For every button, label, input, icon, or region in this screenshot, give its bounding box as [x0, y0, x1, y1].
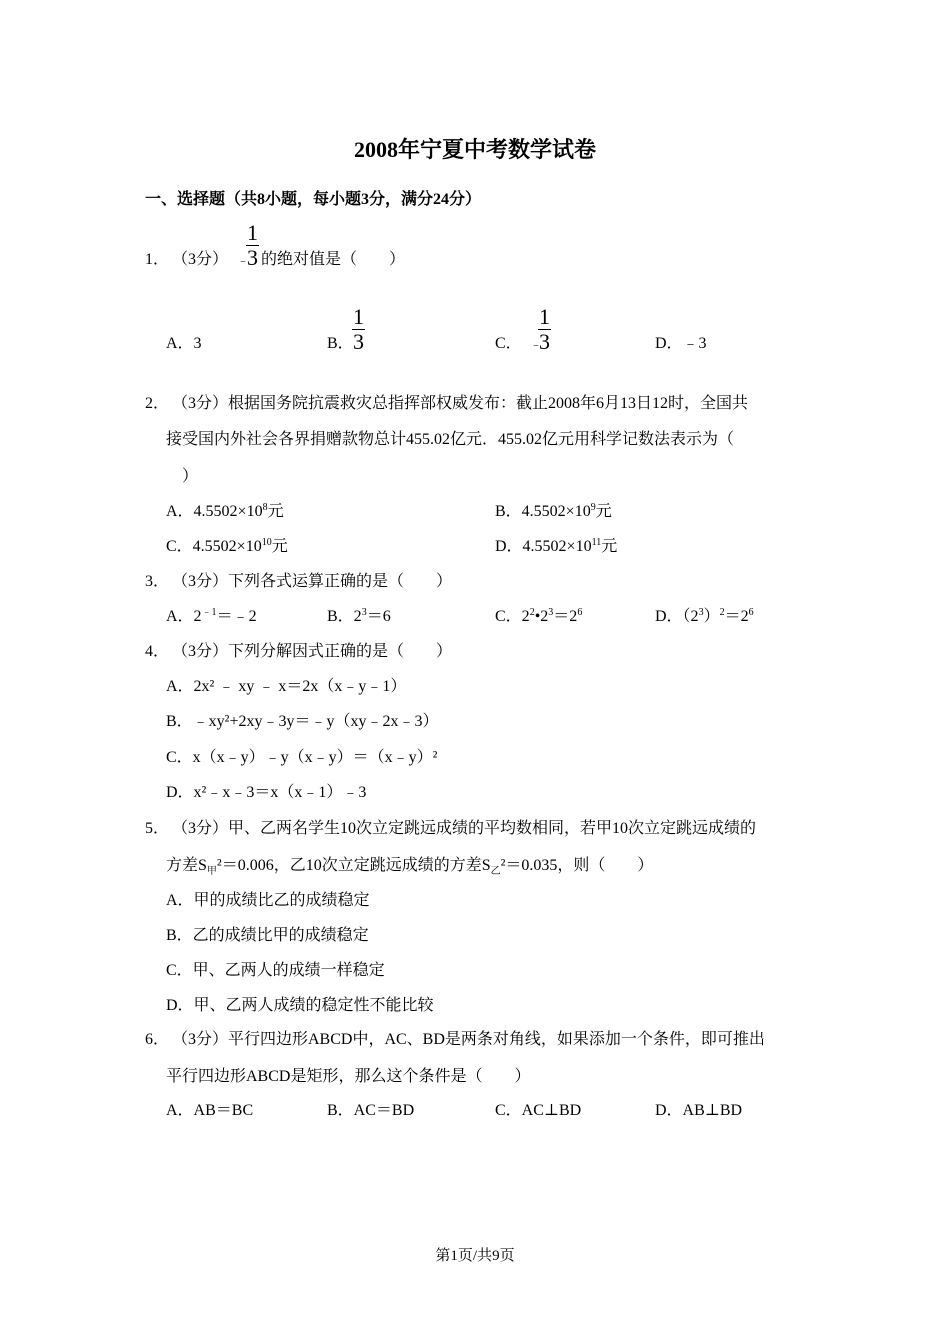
option-text: ） — [703, 608, 720, 625]
option-text: B．4.5502×10 — [495, 503, 591, 520]
question-text: 的绝对值是（ ） — [261, 251, 406, 268]
option-c — [495, 607, 582, 627]
option-c-fraction — [538, 306, 551, 353]
option-c: C．AC⊥BD — [495, 1102, 582, 1119]
option-text: ＝﹣2 — [216, 608, 257, 625]
option-b: B．AC＝BD — [327, 1102, 415, 1119]
question-text-line1: （3分）根据国务院抗震救灾总指挥部权威发布：截止2008年6月13日12时，全国共 — [172, 395, 749, 412]
exponent: 9 — [590, 502, 596, 513]
option-b — [327, 607, 391, 627]
option-text: B．2 — [327, 608, 362, 625]
option-a: A．AB＝BC — [166, 1102, 254, 1119]
option-b: B．乙的成绩比甲的成绩稳定 — [166, 927, 369, 944]
question-text-line3: ） — [182, 468, 199, 485]
question-text-line2: 接受国内外社会各界捐赠款物总计455.02亿元．455.02亿元用科学记数法表示为（ — [166, 431, 735, 448]
option-d — [495, 537, 617, 557]
exponent: 3 — [698, 607, 704, 618]
exponent: 11 — [591, 537, 602, 548]
exponent: 2 — [719, 607, 725, 618]
exponent: ﹣1 — [201, 607, 217, 618]
exponent: 3 — [548, 607, 554, 618]
denominator: 3 — [353, 329, 364, 354]
option-text: ＝2 — [553, 608, 578, 625]
text: ²＝0.035，则（ ） — [500, 857, 654, 874]
option-b — [495, 502, 612, 522]
unit: 元 — [271, 538, 288, 555]
question-text: （3分）下列各式运算正确的是（ ） — [172, 573, 453, 590]
question-number: 5． — [145, 820, 170, 837]
numerator: 1 — [247, 220, 258, 245]
question-text-line2: 平行四边形ABCD是矩形，那么这个条件是（ ） — [166, 1068, 531, 1085]
question-text-line1: （3分）平行四边形ABCD中，AC、BD是两条对角线，如果添加一个条件，即可推出 — [172, 1031, 765, 1048]
option-d — [655, 607, 754, 627]
option-text: D．4.5502×10 — [495, 538, 592, 555]
option-c-label: C． — [495, 335, 522, 352]
text: ²＝0.006，乙10次立定跳远成绩的方差S — [216, 857, 491, 874]
subscript: 甲 — [206, 866, 217, 878]
denominator: 3 — [539, 329, 550, 354]
unit: 元 — [601, 538, 618, 555]
option-a: A．3 — [166, 335, 202, 352]
minus-sign: ﹣ — [530, 337, 543, 351]
denominator: 3 — [247, 245, 258, 270]
option-d: D．﹣3 — [655, 335, 707, 352]
option-text: •2 — [534, 608, 549, 625]
option-c — [166, 537, 288, 557]
question-number: 1． — [145, 251, 170, 268]
page-title: 2008年宁夏中考数学试卷 — [353, 137, 596, 162]
option-c: C．x（x﹣y）﹣y（x﹣y）＝（x﹣y）² — [166, 749, 438, 766]
question-number: 2． — [145, 395, 170, 412]
question-number: 3． — [145, 573, 170, 590]
unit: 元 — [267, 503, 284, 520]
fraction — [246, 222, 259, 269]
option-a — [166, 607, 257, 627]
option-text: ＝6 — [366, 608, 391, 625]
subscript: 乙 — [490, 866, 501, 878]
option-b-label: B． — [327, 335, 354, 352]
option-text: ＝2 — [724, 608, 749, 625]
exponent: 3 — [361, 607, 367, 618]
option-b-fraction — [352, 306, 365, 353]
option-a — [166, 502, 284, 522]
text: 方差S — [166, 857, 207, 874]
exponent: 6 — [748, 607, 754, 618]
question-text-line2 — [166, 856, 653, 882]
question-number: 6． — [145, 1031, 170, 1048]
option-a: A．甲的成绩比乙的成绩稳定 — [166, 892, 370, 909]
question-text: （3分）下列分解因式正确的是（ ） — [172, 643, 453, 660]
option-d: D．AB⊥BD — [655, 1102, 743, 1119]
option-text: A．2 — [166, 608, 202, 625]
question-text-line1: （3分）甲、乙两名学生10次立定跳远成绩的平均数相同，若甲10次立定跳远成绩的 — [172, 820, 757, 837]
numerator: 1 — [539, 304, 550, 329]
question-score: （3分） — [172, 251, 229, 268]
question-number: 4． — [145, 643, 170, 660]
exponent: 2 — [529, 607, 535, 618]
exponent: 8 — [262, 502, 268, 513]
option-text: A．4.5502×10 — [166, 503, 263, 520]
page-footer: 第1页/共9页 — [435, 1248, 515, 1264]
option-a: A．2x² ﹣ xy ﹣ x＝2x（x﹣y﹣1） — [166, 678, 407, 695]
option-text: C．4.5502×10 — [166, 538, 262, 555]
option-text: D．（2 — [655, 608, 699, 625]
minus-sign: ﹣ — [237, 253, 250, 267]
exponent: 6 — [577, 607, 583, 618]
section-heading: 一、选择题（共8小题，每小题3分，满分24分） — [145, 191, 482, 208]
option-d: D．x²﹣x﹣3＝x（x﹣1）﹣3 — [166, 784, 367, 801]
option-c: C．甲、乙两人的成绩一样稳定 — [166, 962, 385, 979]
option-text: C．2 — [495, 608, 530, 625]
option-d: D．甲、乙两人成绩的稳定性不能比较 — [166, 997, 434, 1014]
numerator: 1 — [353, 304, 364, 329]
unit: 元 — [595, 503, 612, 520]
option-b: B．﹣xy²+2xy﹣3y＝﹣y（xy﹣2x﹣3） — [166, 713, 439, 730]
exponent: 10 — [261, 537, 272, 548]
